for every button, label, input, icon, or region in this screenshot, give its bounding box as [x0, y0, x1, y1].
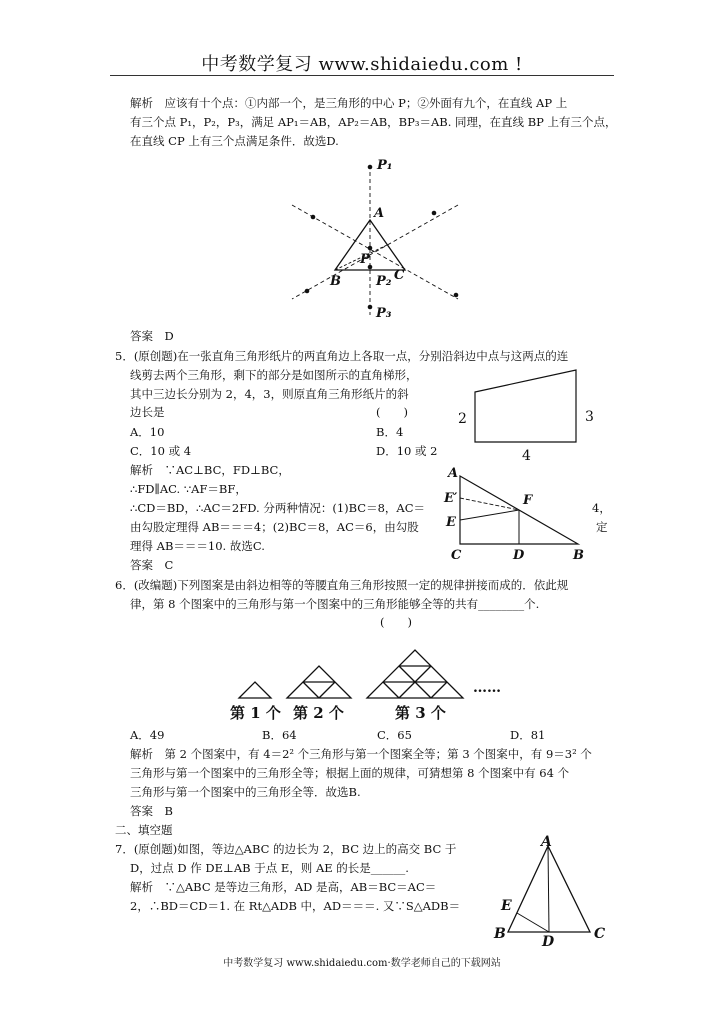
- q7-stem-line-2: D，过点 D 作 DE⊥AB 于点 E，则 AE 的长是______.: [130, 861, 409, 875]
- q6-pattern-figure: [225, 630, 525, 725]
- q6-option-a: A．49: [130, 728, 165, 742]
- q7-analysis-line-1: 解析 ∵△ABC 是等边三角形，AD 是高，AB＝BC＝AC＝: [130, 880, 437, 894]
- q6-answer-paren: ( ): [380, 615, 412, 629]
- q5-analysis-line-4: 由勾股定理得 AB＝＝＝4；(2)BC＝8，AC＝6，由勾股: [130, 520, 419, 534]
- q7-stem-line-1: 7．(原创题)如图，等边△ABC 的边长为 2，BC 边上的高交 BC 于: [115, 842, 457, 856]
- q6-analysis-line-3: 三角形与第一个图案中的三角形全等．故选B.: [130, 785, 361, 799]
- q5-stem-line-2: 线剪去两个三角形，剩下的部分是如图所示的直角梯形，: [130, 368, 418, 382]
- q7-label-d: D: [542, 934, 555, 950]
- q4-label-p3: P₃: [376, 306, 392, 321]
- q5-stem-line-1: 5．(原创题)在一张直角三角形纸片的两直角边上各取一点，分别沿斜边中点与这两点的连: [115, 349, 569, 363]
- q4-label-c: C: [394, 268, 405, 283]
- q5-line-e-f: [460, 510, 519, 520]
- q6-seq-label-2: 第 2 个: [293, 704, 344, 722]
- q4-point: [432, 211, 437, 216]
- q5-answer: 答案 C: [130, 558, 174, 572]
- q6-pattern-1: [239, 682, 271, 698]
- q4-point-p3: [368, 305, 373, 310]
- q6-seq-label-3: 第 3 个: [395, 704, 446, 722]
- q5-triangle-figure: [440, 462, 590, 562]
- q7-analysis-line-2: 2，∴BD＝CD＝1. 在 Rt△ADB 中，AD＝＝＝. 又∵S△ADB＝: [130, 899, 461, 913]
- q4-point: [454, 293, 459, 298]
- q6-analysis-line-2: 三角形与第一个图案中的三角形全等；根据上面的规律，可猜想第 8 个图案中有 64 个: [130, 766, 570, 780]
- q6-answer: 答案 B: [130, 804, 173, 818]
- q6-stem-line-1: 6．(改编题)下列图案是由斜边相等的等腰直角三角形按照一定的规律拼接而成的．依此规: [115, 578, 569, 592]
- q5-label-e-prime: E′: [444, 491, 458, 506]
- q7-line-ad: [548, 846, 549, 932]
- page-header: 中考数学复习 www.shidaiedu.com !: [201, 54, 523, 75]
- q7-label-e: E: [501, 898, 512, 914]
- q4-analysis-line-1: 解析 应该有十个点：①内部一个，是三角形的中心 P；②外面有九个，在直线 AP 上: [130, 96, 568, 110]
- q5-stem-line-3: 其中三边长分别为 2，4，3，则原直角三角形纸片的斜: [130, 387, 409, 401]
- q4-label-p2: P₂: [376, 274, 392, 289]
- header-divider: [110, 75, 614, 76]
- q5-analysis-line-5: 理得 AB＝＝＝10. 故选C.: [130, 539, 265, 553]
- q6-option-d: D．81: [510, 728, 546, 742]
- q5-trap-label-left: 2: [458, 411, 467, 427]
- q5-option-c: C．10 或 4: [130, 444, 192, 458]
- q5-analysis-line-3-tail: 4，: [592, 501, 611, 515]
- page-footer: 中考数学复习 www.shidaiedu.com·数学老师自己的下载网站: [223, 958, 501, 969]
- q4-answer: 答案 D: [130, 329, 174, 343]
- q5-option-b: B．4: [376, 425, 404, 439]
- q6-ellipsis: ……: [473, 680, 501, 696]
- q6-pattern-3: [367, 650, 463, 698]
- q4-figure: [280, 155, 470, 325]
- q4-point-p1: [368, 165, 373, 170]
- q6-option-b: B．64: [262, 728, 297, 742]
- q5-analysis-line-1: 解析 ∵AC⊥BC，FD⊥BC，: [130, 463, 290, 477]
- q5-analysis-line-3: ∴CD＝BD，∴AC＝2FD. 分两种情况：(1)BC＝8，AC＝: [130, 501, 426, 515]
- q7-label-c: C: [594, 926, 606, 942]
- q4-point-center: [368, 246, 373, 251]
- q4-analysis-line-3: 在直线 CP 上有三个点满足条件．故选D.: [130, 134, 339, 148]
- q7-triangle-figure: [488, 832, 618, 950]
- q5-label-d: D: [513, 548, 525, 562]
- q5-label-a: A: [448, 466, 459, 481]
- q5-label-e: E: [446, 515, 456, 530]
- q5-answer-paren: ( ): [376, 405, 408, 419]
- q5-label-f: F: [523, 493, 533, 508]
- q5-line-e-prime-f: [460, 498, 519, 510]
- q4-point: [305, 289, 310, 294]
- q4-label-p1: P₁: [377, 158, 393, 173]
- q4-point: [311, 215, 316, 220]
- q5-analysis-line-4-tail: 定: [596, 520, 608, 534]
- q5-analysis-line-2: ∴FD∥AC. ∵AF＝BF，: [130, 482, 247, 496]
- q5-trap-label-bottom: 4: [522, 448, 531, 462]
- q6-option-c: C．65: [377, 728, 412, 742]
- q4-label-a: A: [374, 206, 385, 221]
- q5-trapezoid-figure: [450, 362, 610, 462]
- q4-analysis-line-2: 有三个点 P₁，P₂，P₃，满足 AP₁＝AB，AP₂＝AB，BP₃＝AB. 同理，在直线 BP 上有三个点，: [130, 115, 617, 129]
- q4-label-b: B: [330, 274, 341, 289]
- q7-line-de: [517, 913, 549, 932]
- q5-stem-line-4: 边长是: [130, 405, 165, 419]
- q5-label-c: C: [451, 548, 462, 562]
- q7-label-a: A: [541, 834, 552, 850]
- q5-option-a: A．10: [130, 425, 165, 439]
- q7-label-b: B: [494, 926, 506, 942]
- q6-analysis-line-1: 解析 第 2 个图案中，有 4＝2² 个三角形与第一个图案全等；第 3 个图案中，有 9＝3² 个: [130, 747, 592, 761]
- q6-pattern-2: [287, 666, 351, 698]
- q6-stem-line-2: 律，第 8 个图案中的三角形与第一个图案中的三角形能够全等的共有________个.: [130, 597, 540, 611]
- section-title-fill-in: 二、填空题: [115, 823, 173, 837]
- q4-label-p: P: [360, 252, 370, 267]
- q5-option-d: D．10 或 2: [376, 444, 438, 458]
- q6-seq-label-1: 第 1 个: [230, 704, 281, 722]
- q5-trapezoid: [475, 370, 576, 442]
- q5-trap-label-right: 3: [585, 409, 594, 425]
- q5-label-b: B: [573, 548, 584, 562]
